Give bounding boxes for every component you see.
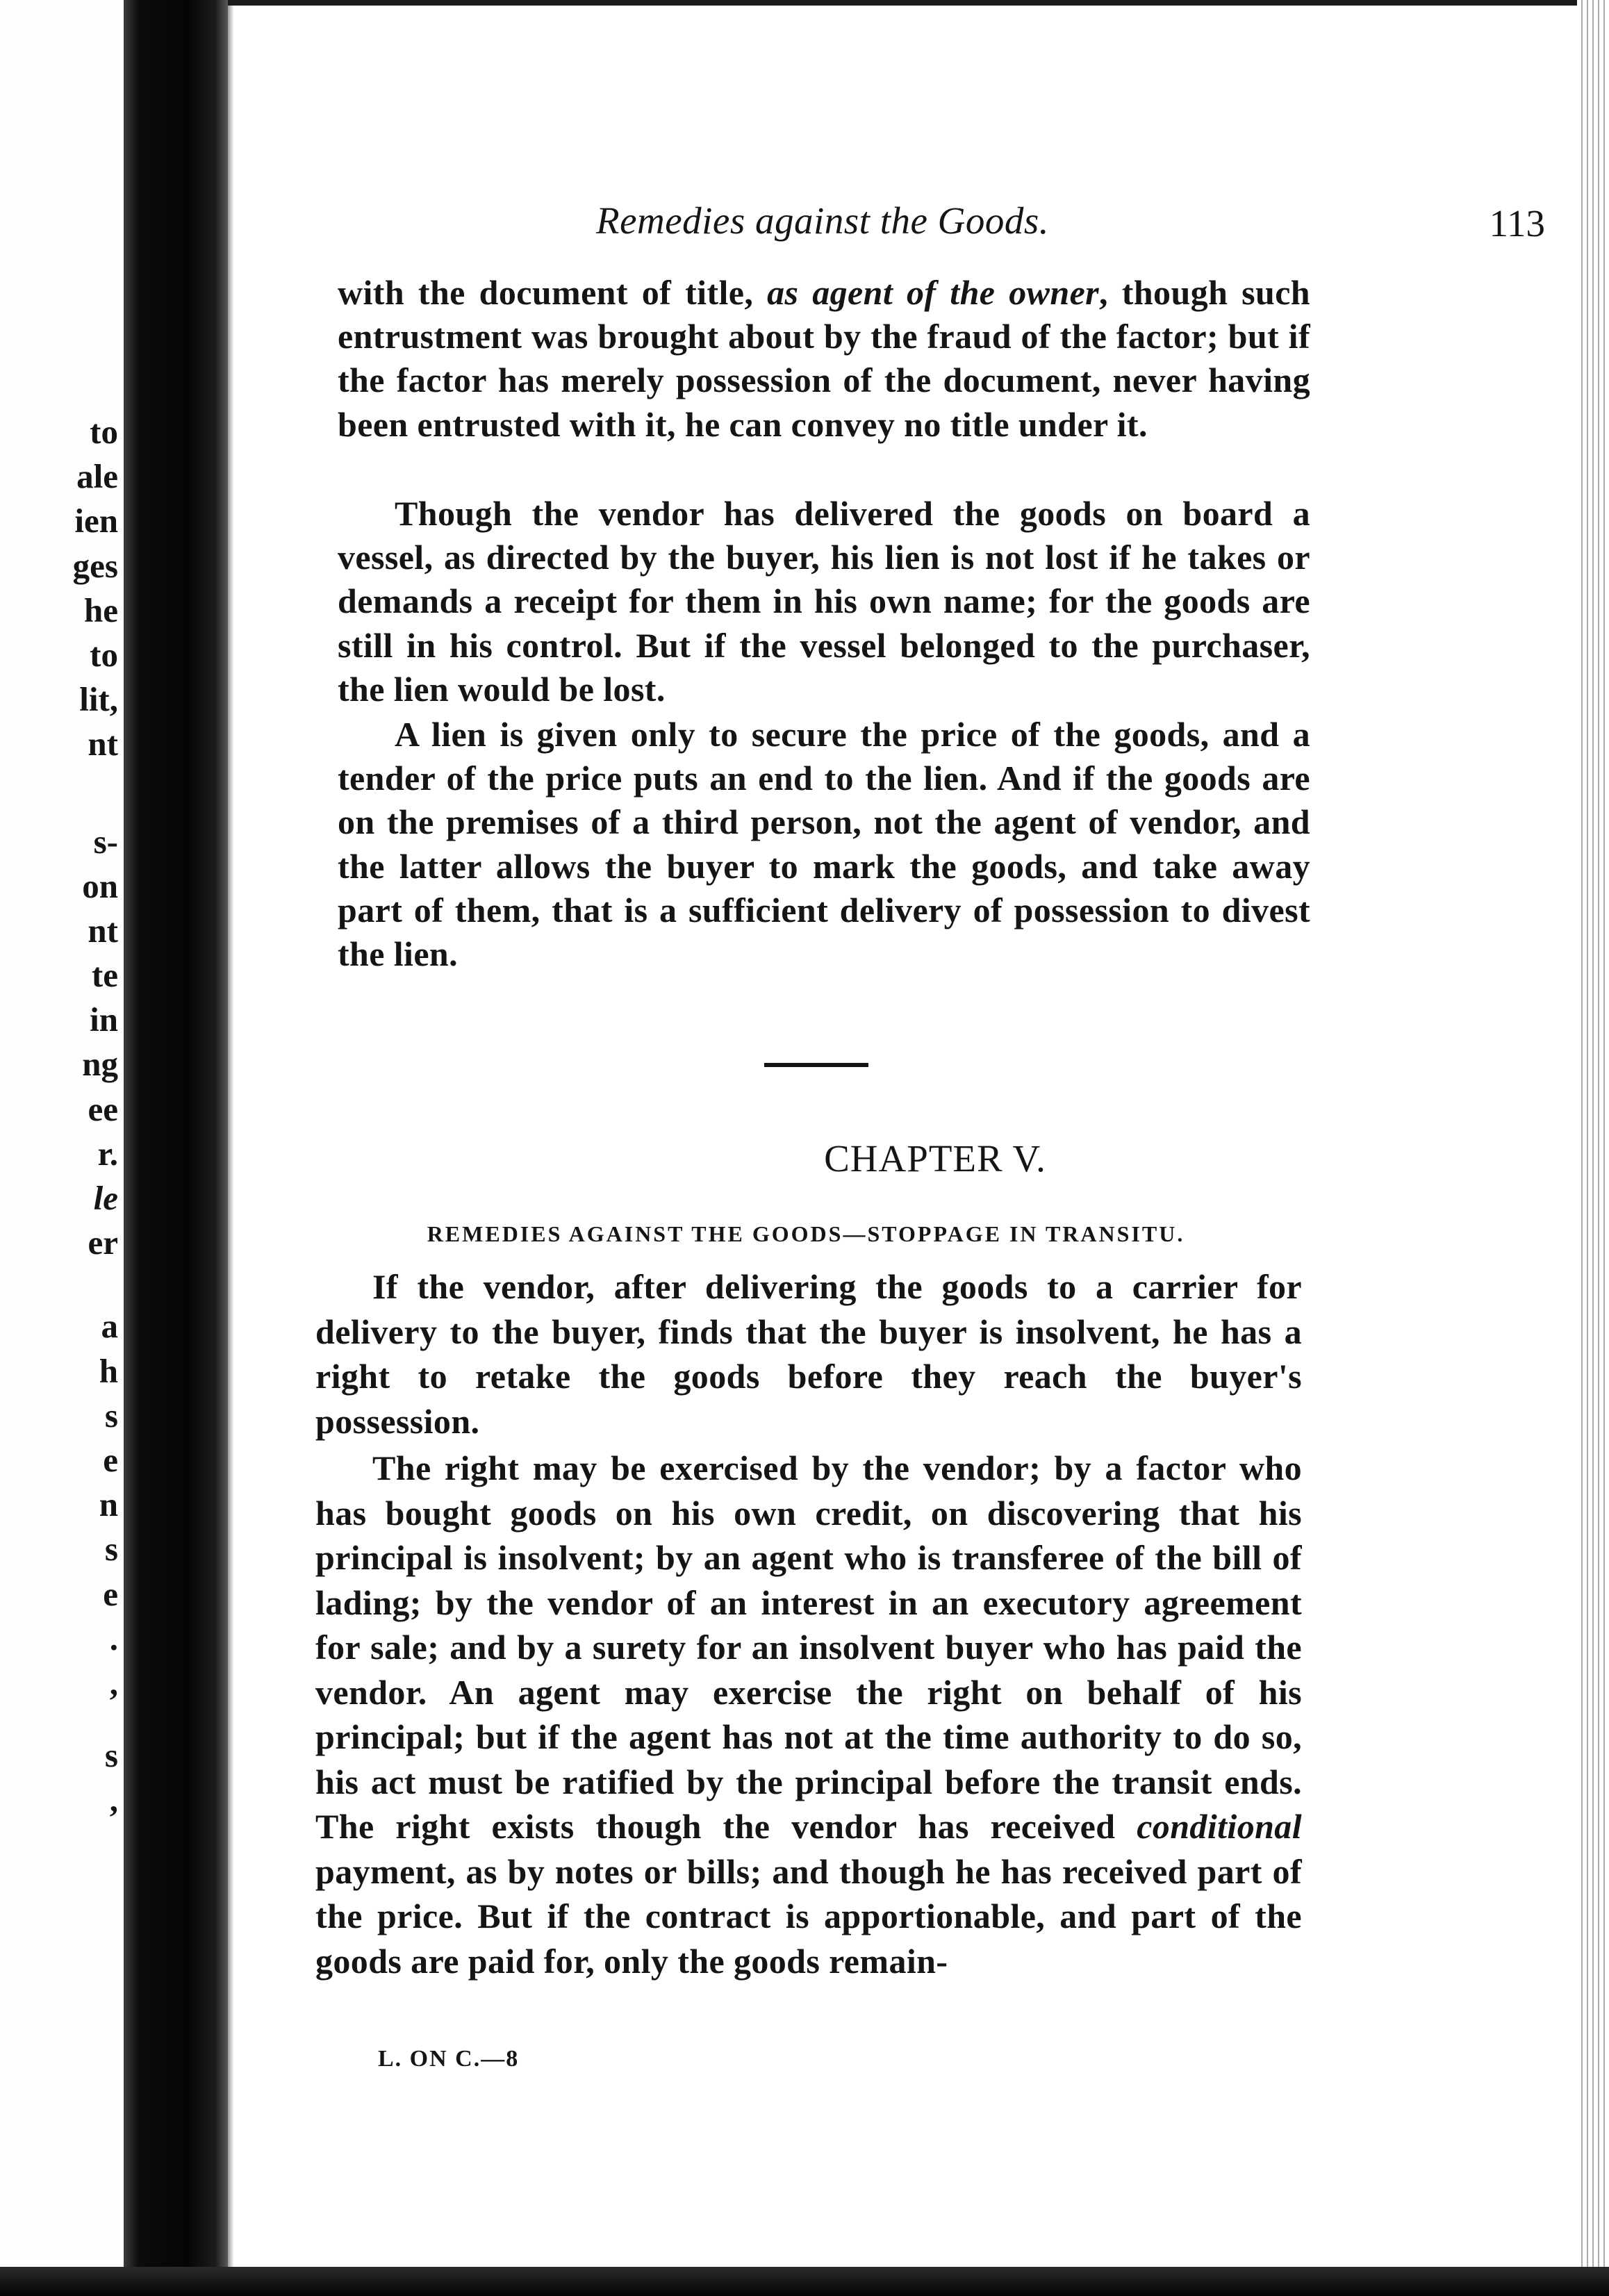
page-fore-edge <box>1577 0 1609 2296</box>
fragment-line: to <box>90 413 118 451</box>
fragment-line: s- <box>93 822 118 861</box>
fragment-line: , <box>109 1663 118 1702</box>
page-number: 113 <box>1489 202 1545 245</box>
chapter-heading: CHAPTER V. <box>824 1137 1046 1180</box>
paragraph-italic-phrase: conditional <box>1137 1807 1302 1846</box>
fragment-line: he <box>84 590 118 629</box>
gutter-shadow <box>228 0 233 2296</box>
fragment-line: on <box>82 866 118 905</box>
fragment-line: er <box>88 1223 118 1262</box>
paragraph-continuation <box>338 271 1310 447</box>
fragment-line: nt <box>88 911 118 950</box>
fragment-line: lit, <box>79 680 118 719</box>
fragment-line: n <box>99 1485 118 1524</box>
fragment-line: ale <box>76 457 118 496</box>
fragment-line: a <box>101 1307 118 1346</box>
paragraph: Though the vendor has delivered the goods on board a vessel, as directed by the buyer, his lien is not lost if he takes or demands a receipt for them in his own name; for the goods are still in his control. But if the vessel belonged to the purchaser, the lien would be lost. <box>338 494 1310 709</box>
paragraph-text: The right may be exercised by the vendor; by a factor who has bought goods on his own credit, on discovering that his principal is insolvent; by an agent who is transferee of the bill of lading; by the vendor of an interest in an executory agreement for sale; and by a surety for an insolvent buyer who has paid the vendor. An agent may exercise the right on behalf of his principal; but if the agent has not at the time authority to do so, his act must be ratified by the principal before the transit ends. The right exists though the vendor has received <box>315 1448 1302 1846</box>
paragraph-text: with the document of title, <box>338 273 768 312</box>
fragment-line: in <box>90 1000 118 1039</box>
paragraph-text: , though such entrustment was brought about by the fraud of the factor; but if the factor has merely possession of the document, never having been entrusted with it, he can convey no title under it. <box>338 273 1310 444</box>
fragment-line: te <box>91 956 118 995</box>
paragraph <box>315 1446 1302 1983</box>
section-divider-rule <box>764 1063 868 1067</box>
scan-top-edge <box>228 0 1577 6</box>
fragment-gap <box>0 1265 118 1304</box>
fragment-line: s <box>104 1736 118 1775</box>
fragment-line: to <box>90 635 118 674</box>
chapter-subheading: REMEDIES AGAINST THE GOODS—STOPPAGE IN TRANSITU. <box>427 1221 1185 1246</box>
paragraph-italic-phrase: as agent of the owner <box>767 273 1100 312</box>
paragraph-text: payment, as by notes or bills; and though he has received part of the price. But if the contract is apportionable, and part of the goods are paid for, only the goods remain- <box>315 1851 1302 1981</box>
fragment-gap <box>0 1706 118 1733</box>
fragment-line: le <box>93 1179 118 1217</box>
fragment-gap <box>0 767 118 820</box>
paragraph: A lien is given only to secure the price of the goods, and a tender of the price puts an end to the lien. And if the goods are on the premises of a third person, not the agent of vendor, and the latter allows the buyer to mark the goods, and take away part of them, that is a sufficient delivery of possession to divest the lien. <box>338 715 1310 974</box>
running-head <box>596 199 1555 247</box>
book-binding-gutter <box>124 0 228 2296</box>
facing-page-text <box>0 410 118 1822</box>
fragment-line: , <box>109 1781 118 1819</box>
fragment-line: ee <box>88 1089 118 1128</box>
fragment-line: e <box>103 1574 118 1613</box>
paragraph: If the vendor, after delivering the goods to a carrier for delivery to the buyer, finds that the buyer is insolvent, he has a right to retake the goods before they reach the buyer's possession. <box>315 1267 1302 1441</box>
fragment-line: ges <box>72 546 118 585</box>
signature-mark: L. ON C.—8 <box>378 2046 520 2072</box>
fragment-line: s <box>104 1396 118 1435</box>
running-head-title: Remedies against the Goods. <box>596 199 1050 242</box>
fragment-line: ng <box>82 1045 118 1084</box>
facing-page-fragment <box>0 0 124 2296</box>
fragment-line: nt <box>88 725 118 763</box>
fragment-line: r. <box>97 1134 118 1173</box>
fragment-line: e <box>103 1440 118 1479</box>
fragment-line: h <box>99 1351 118 1390</box>
fragment-line: s <box>104 1530 118 1569</box>
fragment-line: . <box>109 1619 118 1658</box>
fragment-line: ien <box>74 502 118 540</box>
scan-bottom-edge <box>0 2267 1609 2296</box>
book-page <box>233 6 1577 2267</box>
